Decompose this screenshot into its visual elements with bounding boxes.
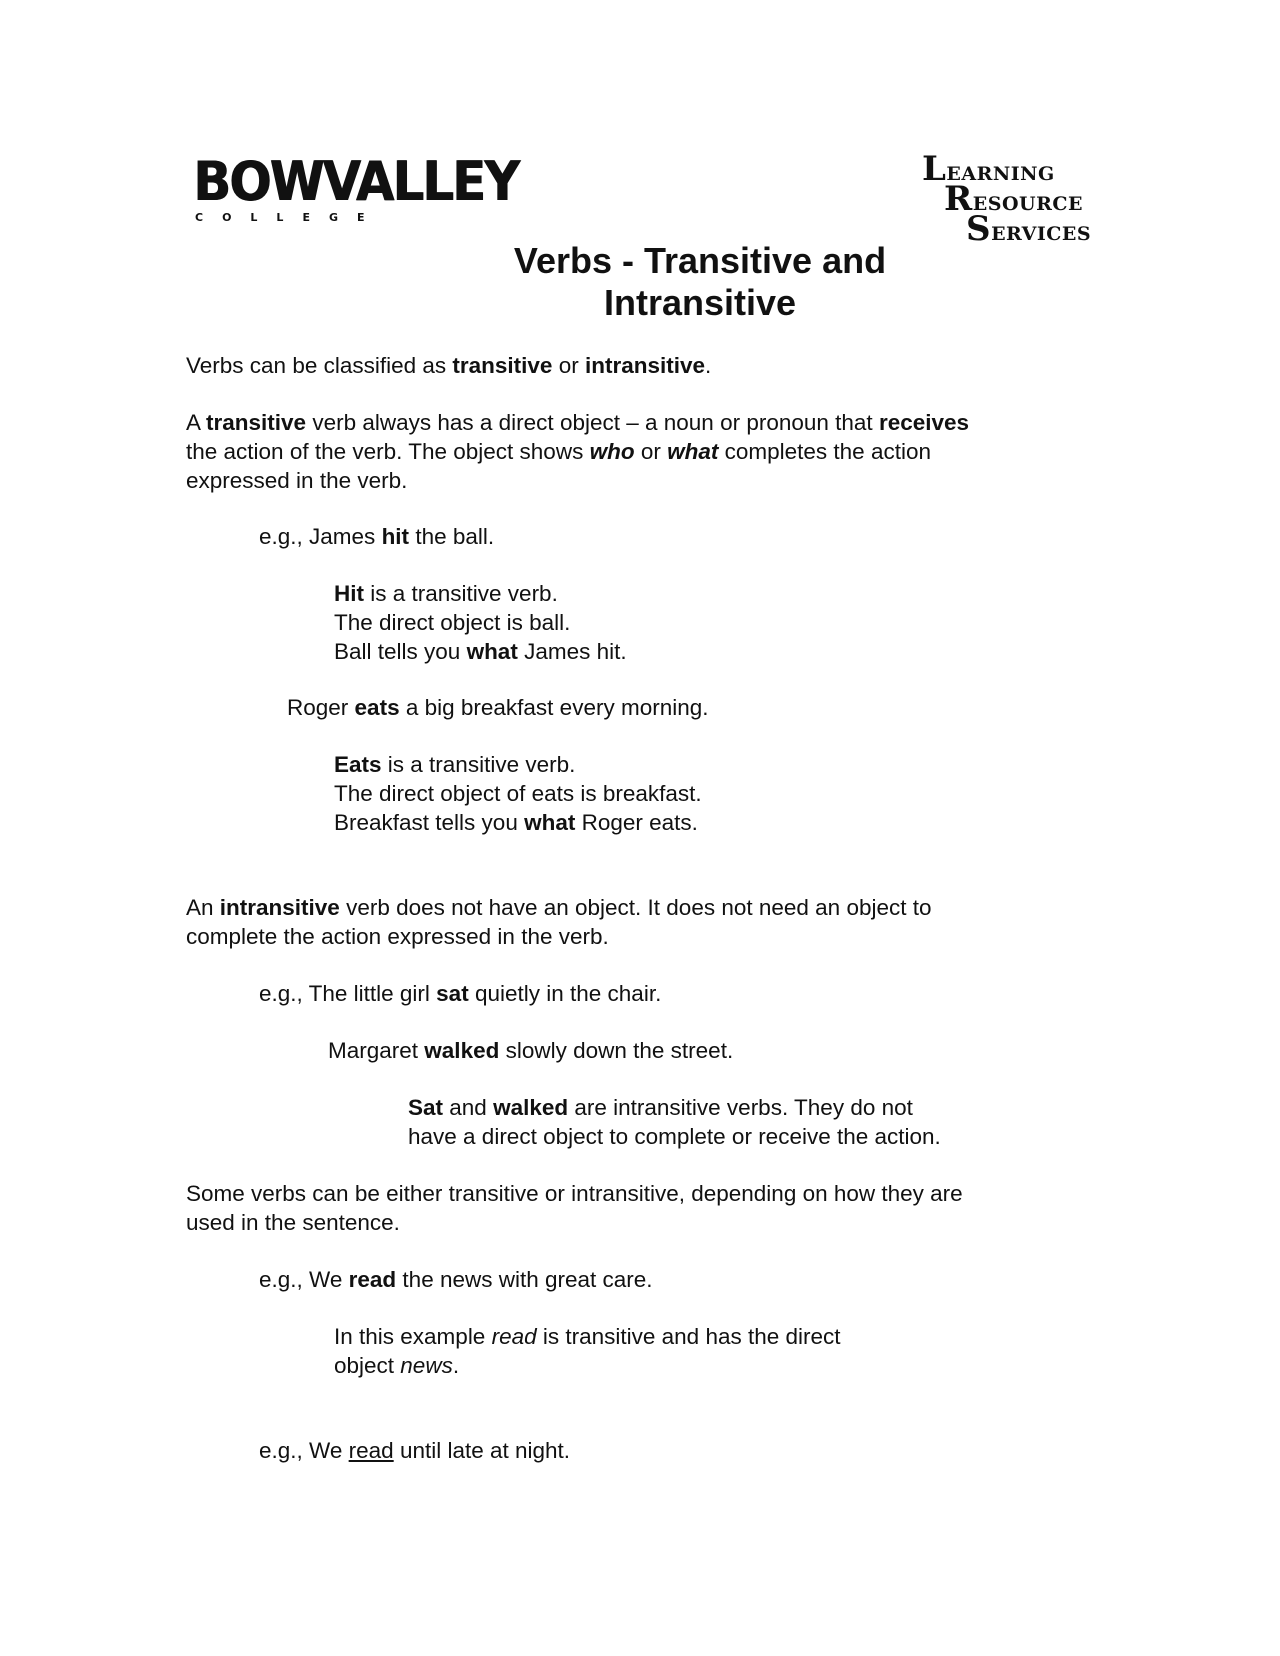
emphasis: read: [491, 1324, 537, 1349]
verb: Sat: [408, 1095, 444, 1120]
text: quietly in the chair.: [468, 981, 662, 1006]
note-line: [334, 808, 702, 837]
text: In this example: [334, 1324, 492, 1349]
verb: Eats: [334, 752, 382, 777]
note-line: [334, 750, 702, 779]
note-line: have a direct object to complete or receive the action.: [408, 1124, 941, 1149]
text: Margaret: [328, 1038, 425, 1063]
text: is transitive and has the direct: [536, 1324, 841, 1349]
text: Verbs can be classified as: [186, 353, 453, 378]
text: Ball tells you: [334, 639, 467, 664]
example-notes: [334, 579, 627, 666]
note-line: The direct object is ball.: [334, 610, 571, 635]
example-sentence: [259, 979, 661, 1008]
verb: walked: [493, 1095, 569, 1120]
emphasis: what: [524, 810, 576, 835]
term: transitive: [206, 410, 307, 435]
text: e.g., We: [259, 1438, 349, 1463]
term: receives: [878, 410, 970, 435]
text: Roger: [287, 695, 355, 720]
text: are intransitive verbs. They do not: [568, 1095, 913, 1120]
example-notes: [334, 750, 702, 837]
text: .: [452, 1353, 460, 1378]
para-line: Some verbs can be either transitive or intransitive, depending on how they are: [186, 1181, 963, 1206]
lrs-line-3: [966, 209, 1092, 249]
intransitive-definition: [186, 893, 932, 951]
text: Breakfast tells you: [334, 810, 525, 835]
text: verb always has a direct object – a noun or pronoun that: [306, 410, 879, 435]
text: slowly down the street.: [499, 1038, 734, 1063]
note-line: [408, 1093, 941, 1122]
text: verb does not have an object. It does not need an object to: [339, 895, 932, 920]
lrs-initial: L: [922, 149, 947, 189]
text: and: [443, 1095, 494, 1120]
text: completes the action: [718, 439, 931, 464]
text: or: [552, 353, 585, 378]
example-notes: [334, 1322, 841, 1380]
lrs-line-2: [944, 179, 1083, 219]
lrs-line-1: [922, 149, 1055, 189]
emphasis: news: [400, 1353, 453, 1378]
def-line: [186, 408, 969, 437]
text: A: [186, 410, 207, 435]
page-title: [440, 240, 960, 324]
logo-subtitle: COLLEGE: [195, 211, 384, 224]
example-sentence: [259, 1436, 570, 1465]
text: .: [705, 353, 712, 378]
text: e.g., James: [259, 524, 382, 549]
verb: eats: [354, 695, 400, 720]
text: the ball.: [409, 524, 495, 549]
intro-paragraph: [186, 351, 711, 380]
example-sentence: [259, 1265, 653, 1294]
verb: sat: [436, 981, 469, 1006]
example-notes: [408, 1093, 941, 1151]
learning-resource-services-logo: [922, 149, 1092, 249]
example-sentence: [328, 1036, 733, 1065]
bow-valley-college-logo: [193, 150, 519, 227]
def-line: [186, 893, 932, 922]
text: the news with great care.: [396, 1267, 653, 1292]
emphasis: what: [466, 639, 518, 664]
term: intransitive: [219, 895, 340, 920]
verb: hit: [381, 524, 410, 549]
lrs-initial: S: [966, 209, 992, 249]
def-line: [186, 437, 969, 466]
text: e.g., The little girl: [259, 981, 437, 1006]
text: a big breakfast every morning.: [399, 695, 709, 720]
term-intransitive: intransitive: [584, 353, 706, 378]
lrs-rest-3: ERVICES: [991, 223, 1092, 245]
text: e.g., We: [259, 1267, 349, 1292]
logo-wordmark: BOWVALLEY: [193, 150, 519, 213]
title-line-2: Intransitive: [603, 282, 797, 323]
term-transitive: transitive: [452, 353, 553, 378]
emphasis: who: [589, 439, 635, 464]
lrs-rest-2: ESOURCE: [972, 193, 1083, 215]
note-line: [334, 1322, 841, 1351]
def-line: complete the action expressed in the verb.: [186, 924, 609, 949]
text: is a transitive verb.: [364, 581, 558, 606]
note-line: [334, 579, 627, 608]
text: James hit.: [517, 639, 627, 664]
note-line: [334, 1351, 841, 1380]
verb: walked: [424, 1038, 500, 1063]
text: object: [334, 1353, 401, 1378]
example-sentence: [259, 522, 494, 551]
lrs-initial: R: [944, 179, 973, 219]
text: or: [634, 439, 668, 464]
note-line: [334, 637, 627, 666]
both-paragraph: [186, 1179, 963, 1237]
verb: Hit: [334, 581, 364, 606]
transitive-definition: [186, 408, 969, 495]
title-line-1: Verbs - Transitive and: [513, 240, 887, 281]
lrs-rest-1: EARNING: [946, 163, 1055, 185]
verb: read: [348, 1267, 397, 1292]
verb: read: [348, 1438, 394, 1463]
text: until late at night.: [393, 1438, 571, 1463]
emphasis: what: [667, 439, 719, 464]
note-line: The direct object of eats is breakfast.: [334, 781, 702, 806]
text: Roger eats.: [575, 810, 698, 835]
def-line: expressed in the verb.: [186, 468, 408, 493]
para-line: used in the sentence.: [186, 1210, 400, 1235]
text: An: [186, 895, 220, 920]
text: is a transitive verb.: [381, 752, 576, 777]
text: the action of the verb. The object shows: [186, 439, 590, 464]
example-sentence: [287, 693, 709, 722]
